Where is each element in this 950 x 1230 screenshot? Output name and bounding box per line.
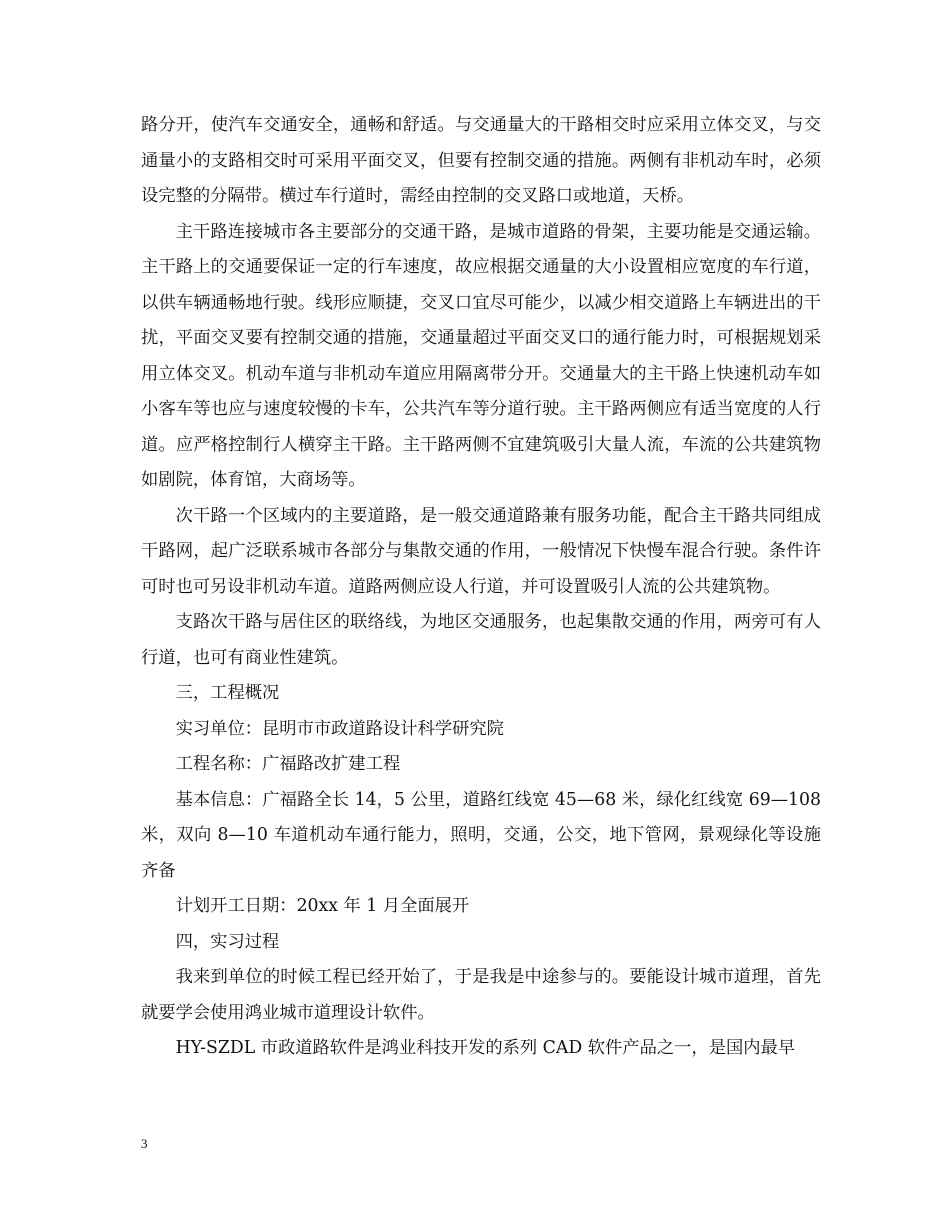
- paragraph-process: 我来到单位的时候工程已经开始了，于是我是中途参与的。要能设计城市道理，首先就要学会使用鸿业城市道理设计软件。: [141, 967, 821, 1023]
- paragraph-3: 次干路一个区域内的主要道路，是一般交通道路兼有服务功能，配合主干路共同组成干路网，起广泛联系城市各部分与集散交通的作用，一般情况下快慢车混合行驶。条件许可时也可另设非机动车道。道路两侧应设人行道，并可设置吸引人流的公共建筑物。: [141, 505, 821, 597]
- section-heading-4: 四，实习过程: [175, 931, 280, 952]
- section-heading-3: 三，工程概况: [175, 683, 280, 703]
- paragraph-4: 支路次干路与居住区的联络线，为地区交通服务，也起集散交通的作用，两旁可有人行道，也可有商业性建筑。: [141, 612, 821, 668]
- document-body: [141, 108, 821, 1067]
- paragraph-project-name: 工程名称：广福路改扩建工程: [175, 754, 401, 774]
- paragraph-unit: 实习单位：昆明市市政道路设计科学研究院: [175, 718, 504, 739]
- paragraph-1: 路分开，使汽车交通安全，通畅和舒适。与交通量大的干路相交时应采用立体交叉，与交通量小的支路相交时可采用平面交叉，但要有控制交通的措施。两侧有非机动车时，必须设完整的分隔带。横过车行道时，需经由控制的交叉路口或地道，天桥。: [141, 115, 821, 206]
- paragraph-start-date: 计划开工日期：20xx 年 1 月全面展开: [175, 896, 470, 916]
- paragraph-2: 主干路连接城市各主要部分的交通干路，是城市道路的骨架，主要功能是交通运输。主干路上的交通要保证一定的行车速度，故应根据交通量的大小设置相应宽度的车行道，以供车辆通畅地行驶。线形应顺捷，交叉口宜尽可能少，以减少相交道路上车辆进出的干扰，平面交叉要有控制交通的措施，交通量超过平面交叉口的通行能力时，可根据规划采用立体交叉。机动车道与非机动车道应用隔离带分开。交通量大的主干路上快速机动车如小客车等也应与速度较慢的卡车，公共汽车等分道行驶。主干路两侧应有适当宽度的人行道。应严格控制行人横穿主干路。主干路两侧不宜建筑吸引大量人流，车流的公共建筑物如剧院，体育馆，大商场等。: [141, 221, 821, 490]
- page-number: 3: [141, 1136, 148, 1151]
- paragraph-software: HY-SZDL 市政道路软件是鸿业科技开发的系列 CAD 软件产品之一，是国内最早: [175, 1038, 796, 1058]
- paragraph-basic-info: 基本信息：广福路全长 14，5 公里，道路红线宽 45—68 米，绿化红线宽 69—108 米，双向 8—10 车道机动车通行能力，照明，交通，公交，地下管网，景观绿化等设施齐备: [141, 789, 821, 881]
